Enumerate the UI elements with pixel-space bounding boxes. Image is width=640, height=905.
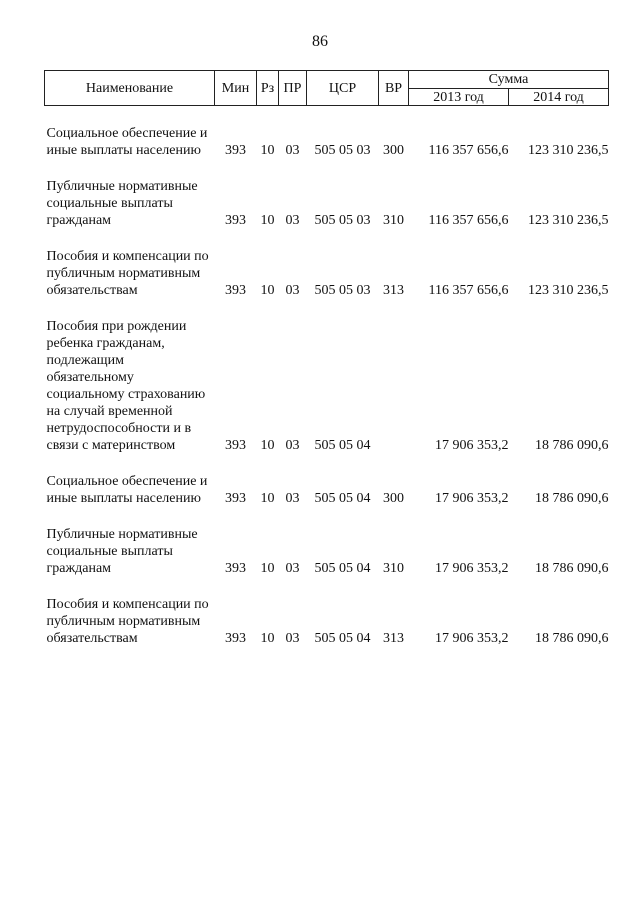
row-sum-2013: 17 906 353,2 — [435, 561, 509, 576]
row-min: 393 — [225, 631, 246, 646]
row-vr: 313 — [383, 283, 404, 298]
row-csr: 505 05 04 — [314, 438, 371, 453]
row-pr: 03 — [285, 561, 300, 576]
row-pr: 03 — [285, 283, 300, 298]
row-rz: 10 — [260, 283, 275, 298]
table-row — [45, 159, 609, 229]
row-vr: 313 — [383, 631, 404, 646]
header-2013: 2013 год — [409, 89, 509, 106]
row-pr: 03 — [285, 438, 300, 453]
row-sum-2013: 17 906 353,2 — [435, 631, 509, 646]
row-min: 393 — [225, 213, 246, 228]
row-min: 393 — [225, 438, 246, 453]
row-vr: 310 — [383, 561, 404, 576]
row-csr: 505 05 04 — [314, 491, 371, 506]
row-vr: 300 — [383, 491, 404, 506]
row-pr: 03 — [285, 143, 300, 158]
table-row — [45, 577, 609, 647]
header-csr: ЦСР — [307, 71, 379, 106]
header-rz: Рз — [257, 71, 279, 106]
budget-table — [44, 70, 609, 647]
row-name: Социальное обеспечение и иные выплаты населению — [46, 474, 208, 506]
row-sum-2014: 18 786 090,6 — [535, 438, 609, 453]
row-pr: 03 — [285, 491, 300, 506]
row-name: Публичные нормативные социальные выплаты гражданам — [46, 527, 198, 576]
header-2014: 2014 год — [509, 89, 609, 106]
table-row — [45, 299, 609, 454]
row-vr — [379, 299, 409, 454]
table-row — [45, 229, 609, 299]
table-body — [45, 106, 609, 648]
page-number: 86 — [312, 33, 328, 50]
table-row — [45, 106, 609, 160]
row-csr: 505 05 04 — [314, 631, 371, 646]
row-csr: 505 05 04 — [314, 561, 371, 576]
header-vr: ВР — [379, 71, 409, 106]
row-vr: 310 — [383, 213, 404, 228]
row-rz: 10 — [260, 561, 275, 576]
row-sum-2013: 17 906 353,2 — [435, 491, 509, 506]
row-min: 393 — [225, 283, 246, 298]
row-sum-2014: 18 786 090,6 — [535, 631, 609, 646]
row-sum-2014: 123 310 236,5 — [528, 213, 609, 228]
row-name: Пособия при рождении ребенка гражданам, подлежащим обязательному социальному страхованию на случай временной нетрудоспособности и в связи с материнством — [46, 319, 206, 453]
row-vr: 300 — [383, 143, 404, 158]
table-row — [45, 507, 609, 577]
row-sum-2014: 123 310 236,5 — [528, 143, 609, 158]
row-name: Публичные нормативные социальные выплаты гражданам — [46, 179, 198, 228]
table-row — [45, 454, 609, 507]
row-min: 393 — [225, 561, 246, 576]
row-min: 393 — [225, 491, 246, 506]
row-sum-2013: 116 357 656,6 — [428, 213, 509, 228]
row-rz: 10 — [260, 143, 275, 158]
header-sum: Сумма — [409, 71, 609, 89]
header-name: Наименование — [45, 71, 215, 106]
row-sum-2014: 18 786 090,6 — [535, 561, 609, 576]
row-csr: 505 05 03 — [314, 283, 371, 298]
row-csr: 505 05 03 — [314, 143, 371, 158]
row-name: Пособия и компенсации по публичным нормативным обязательствам — [46, 597, 209, 646]
row-pr: 03 — [285, 631, 300, 646]
header-pr: ПР — [279, 71, 307, 106]
header-min: Мин — [215, 71, 257, 106]
row-name: Пособия и компенсации по публичным нормативным обязательствам — [46, 249, 209, 298]
row-sum-2013: 116 357 656,6 — [428, 283, 509, 298]
row-sum-2014: 18 786 090,6 — [535, 491, 609, 506]
row-pr: 03 — [285, 213, 300, 228]
row-sum-2013: 17 906 353,2 — [435, 438, 509, 453]
table-header — [45, 71, 609, 106]
row-rz: 10 — [260, 491, 275, 506]
row-sum-2013: 116 357 656,6 — [428, 143, 509, 158]
row-sum-2014: 123 310 236,5 — [528, 283, 609, 298]
row-rz: 10 — [260, 631, 275, 646]
row-min: 393 — [225, 143, 246, 158]
row-csr: 505 05 03 — [314, 213, 371, 228]
row-rz: 10 — [260, 213, 275, 228]
row-name: Социальное обеспечение и иные выплаты населению — [46, 126, 208, 158]
row-rz: 10 — [260, 438, 275, 453]
